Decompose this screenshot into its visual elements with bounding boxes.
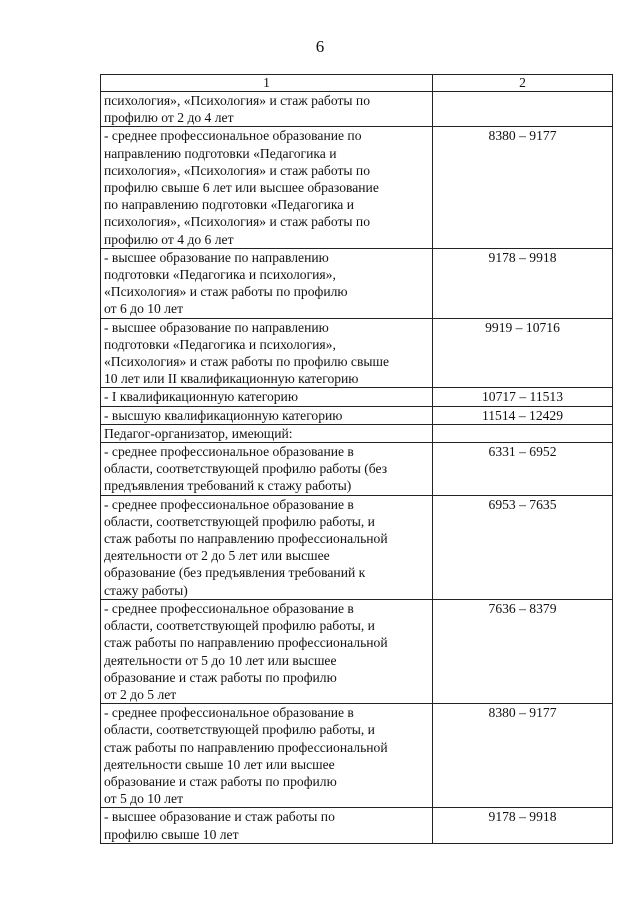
row-salary-range: 9919 – 10716	[433, 318, 613, 388]
table-row	[101, 92, 613, 127]
row-salary-range: 8380 – 9177	[433, 127, 613, 248]
row-salary-range: 7636 – 8379	[433, 599, 613, 703]
row-salary-range: 9178 – 9918	[433, 248, 613, 318]
table-row	[101, 318, 613, 388]
row-description: - среднее профессиональное образование в области, соответствующей профилю работы, и стаж работы по направлению профессиональной деятельности от 2 до 5 лет или высшее образование (без предъявления требований к стажу работы)	[101, 495, 433, 599]
table-row	[101, 388, 613, 406]
row-description: - высшее образование по направлению подготовки «Педагогика и психология», «Психология» и стаж работы по профилю свыше 10 лет или II квалификационную категорию	[101, 318, 433, 388]
row-description: - среднее профессиональное образование в области, соответствующей профилю работы (без предъявления требований к стажу работы)	[101, 443, 433, 496]
column-header-2: 2	[433, 75, 613, 92]
table-row	[101, 443, 613, 496]
salary-table	[100, 74, 613, 844]
table-row	[101, 424, 613, 442]
table-row	[101, 248, 613, 318]
page-number: 6	[315, 37, 325, 56]
row-description: психология», «Психология» и стаж работы по профилю от 2 до 4 лет	[101, 92, 433, 127]
table-row	[101, 495, 613, 599]
row-salary-range: 9178 – 9918	[433, 808, 613, 843]
row-description: - среднее профессиональное образование в области, соответствующей профилю работы, и стаж работы по направлению профессиональной деятельности свыше 10 лет или высшее образование и стаж работы по профилю от 5 до 10 лет	[101, 704, 433, 808]
table-row	[101, 406, 613, 424]
row-description: - высшее образование по направлению подготовки «Педагогика и психология», «Психология» и стаж работы по профилю от 6 до 10 лет	[101, 248, 433, 318]
row-salary-range: 8380 – 9177	[433, 704, 613, 808]
column-header-1: 1	[101, 75, 433, 92]
table-row	[101, 808, 613, 843]
row-description: - I квалификационную категорию	[101, 388, 433, 406]
row-salary-range	[433, 424, 613, 442]
row-description: - высшую квалификационную категорию	[101, 406, 433, 424]
row-section-heading: Педагог-организатор, имеющий:	[101, 424, 433, 442]
row-salary-range: 6953 – 7635	[433, 495, 613, 599]
row-salary-range: 11514 – 12429	[433, 406, 613, 424]
table-row	[101, 127, 613, 248]
row-salary-range: 6331 – 6952	[433, 443, 613, 496]
row-salary-range	[433, 92, 613, 127]
row-salary-range: 10717 – 11513	[433, 388, 613, 406]
table-header-row	[101, 75, 613, 92]
table-row	[101, 599, 613, 703]
row-description: - высшее образование и стаж работы по профилю свыше 10 лет	[101, 808, 433, 843]
row-description: - среднее профессиональное образование по направлению подготовки «Педагогика и психология», «Психология» и стаж работы по профилю свыше 6 лет или высшее образование по направлению подготовки «Педагогика и психология», «Психология» и стаж работы по профилю от 4 до 6 лет	[101, 127, 433, 248]
table-row	[101, 704, 613, 808]
row-description: - среднее профессиональное образование в области, соответствующей профилю работы, и стаж работы по направлению профессиональной деятельности от 5 до 10 лет или высшее образование и стаж работы по профилю от 2 до 5 лет	[101, 599, 433, 703]
